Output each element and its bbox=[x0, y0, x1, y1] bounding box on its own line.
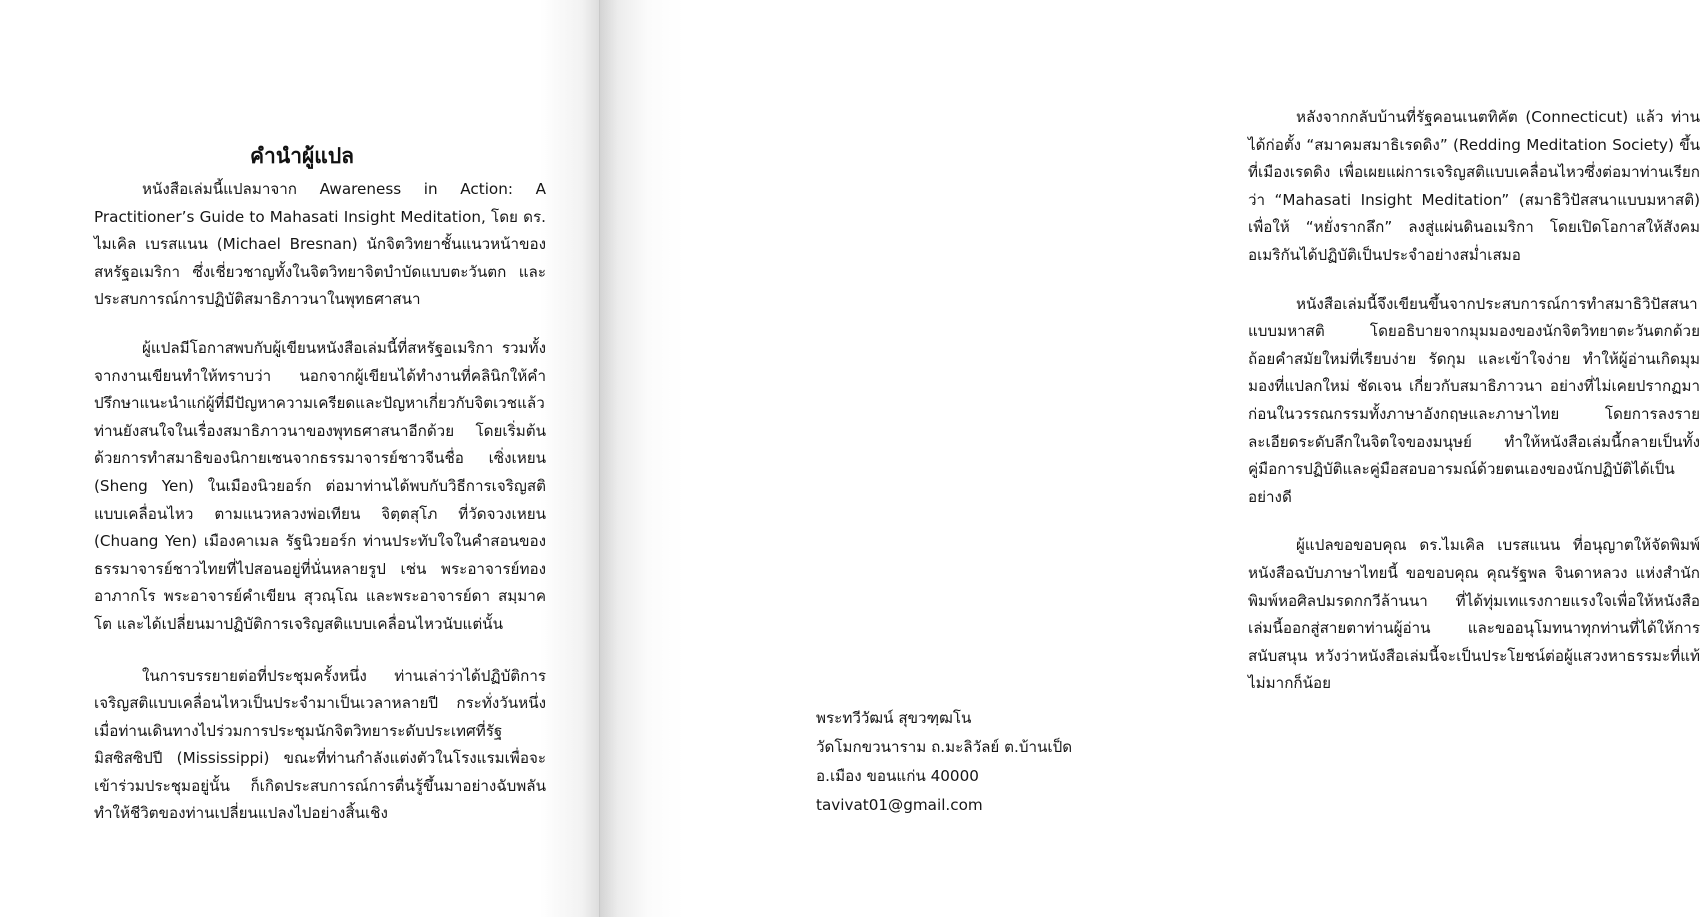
signature-name: พระทวีวัฒน์ สุขวฑฺฒโน bbox=[816, 709, 972, 727]
signature-district: อ.เมือง ขอนแก่น 40000 bbox=[816, 767, 979, 785]
page-title: คำนำผู้แปล bbox=[250, 144, 355, 168]
left-paragraph-2: ผู้แปลมีโอกาสพบกับผู้เขียนหนังสือเล่มนี้ที่สหรัฐอเมริกา รวมทั้งจากงานเขียนทำให้ทราบว่า นอกจากผู้เขียนได้ทำงานที่คลินิกให้คำปรึกษาแนะนำแก่ผู้ที่มีปัญหาความเครียดและปัญหาเกี่ยวกับจิตเวชแล้ว ท่านยังสนใจในเรื่องสมาธิภาวนาของพุทธศาสนาอีกด้วย โดยเริ่มต้นด้วยการทำสมาธิของนิกายเซนจากธรรมาจารย์ชาวจีนชื่อ เซิ่งเหยน (Sheng Yen) ในเมืองนิวยอร์ก ต่อมาท่านได้พบกับวิธีการเจริญสติแบบเคลื่อนไหว ตามแนวหลวงพ่อเทียน จิตฺตสุโภ ที่วัดจวงเหยน (Chuang Yen) เมืองคาเมล รัฐนิวยอร์ก ท่านประทับใจในคำสอนของธรรมาจารย์ชาวไทยที่ไปสอนอยู่ที่นั่นหลายรูป เช่น พระอาจารย์ทอง อาภากโร พระอาจารย์คำเขียน สุวณฺโณ และพระอาจารย์ดา สมฺมาคโต และได้เปลี่ยนมาปฏิบัติการเจริญสติแบบเคลื่อนไหวนับแต่นั้น bbox=[94, 338, 546, 633]
left-text-column bbox=[94, 140, 546, 849]
right-paragraph-3: ผู้แปลขอขอบคุณ ดร.ไมเคิล เบรสแนน ที่อนุญาตให้จัดพิมพ์หนังสือฉบับภาษาไทยนี้ ขอขอบคุณ คุณรัฐพล จินดาหลวง แห่งสำนักพิมพ์หอศิลปมรดกกวีล้านนา ที่ได้ทุ่มเทแรงกายแรงใจเพื่อให้หนังสือเล่มนี้ออกสู่สายตาท่านผู้อ่าน และขออนุโมทนาทุกท่านที่ได้ให้การสนับสนุน หวังว่าหนังสือเล่มนี้จะเป็นประโยชน์ต่อผู้แสวงหาธรรมะที่แท้ไม่มากก็น้อย bbox=[1248, 536, 1700, 693]
left-paragraph-3: ในการบรรยายต่อที่ประชุมครั้งหนึ่ง ท่านเล่าว่าได้ปฏิบัติการเจริญสติแบบเคลื่อนไหวเป็นประจำมาเป็นเวลาหลายปี กระทั่งวันหนึ่งเมื่อท่านเดินทางไปร่วมการประชุมนักจิตวิทยาระดับประเทศที่รัฐมิสซิสซิปปี (Mississippi) ขณะที่ท่านกำลังแต่งตัวในโรงแรมเพื่อจะเข้าร่วมประชุมอยู่นั้น ก็เกิดประสบการณ์การตื่นรู้ขึ้นมาอย่างฉับพลัน ทำให้ชีวิตของท่านเปลี่ยนแปลงไปอย่างสิ้นเชิง bbox=[94, 666, 546, 823]
right-paragraph-2: หนังสือเล่มนี้จึงเขียนขึ้นจากประสบการณ์การทำสมาธิวิปัสสนาแบบมหาสติ โดยอธิบายจากมุมมองของนักจิตวิทยาตะวันตกด้วยถ้อยคำสมัยใหม่ที่เรียบง่าย รัดกุม และเข้าใจง่าย ทำให้ผู้อ่านเกิดมุมมองที่แปลกใหม่ ชัดเจน เกี่ยวกับสมาธิภาวนา อย่างที่ไม่เคยปรากฏมาก่อนในวรรณกรรมทั้งภาษาอังกฤษและภาษาไทย โดยการลงรายละเอียดระดับลึกในจิตใจของมนุษย์ ทำให้หนังสือเล่มนี้กลายเป็นทั้งคู่มือการปฏิบัติและคู่มือสอบอารมณ์ด้วยตนเองของนักปฏิบัติได้เป็นอย่างดี bbox=[1248, 294, 1700, 506]
right-paragraph-1: หลังจากกลับบ้านที่รัฐคอนเนตทิคัต (Connecticut) แล้ว ท่านได้ก่อตั้ง “สมาคมสมาธิเรดดิง” (Redding Meditation Society) ขึ้นที่เมืองเรดดิง เพื่อเผยแผ่การเจริญสติแบบเคลื่อนไหวซึ่งต่อมาท่านเรียกว่า “Mahasati Insight Meditation” (สมาธิวิปัสสนาแบบมหาสติ) เพื่อให้ “หยั่งรากลึก” ลงสู่แผ่นดินอเมริกา โดยเปิดโอกาสให้สังคมอเมริกันได้ปฏิบัติเป็นประจำอย่างสม่ำเสมอ bbox=[1248, 108, 1700, 264]
left-paragraph-1: หนังสือเล่มนี้แปลมาจาก Awareness in Action: A Practitioner’s Guide to Mahasati Insight Meditation, โดย ดร. ไมเคิล เบรสแนน (Michael Bresnan) นักจิตวิทยาชั้นแนวหน้าของสหรัฐอเมริกา ซึ่งเชี่ยวชาญทั้งในจิตวิทยาจิตบำบัดแบบตะวันตก และประสบการณ์การปฏิบัติสมาธิภาวนาในพุทธศาสนา bbox=[94, 180, 546, 309]
signature-email: tavivat01@gmail.com bbox=[816, 796, 983, 814]
right-text-column bbox=[1248, 104, 1700, 719]
signature-temple: วัดโมกขวนาราม ถ.มะลิวัลย์ ต.บ้านเป็ด bbox=[816, 738, 1073, 756]
left-page bbox=[0, 0, 600, 917]
translator-signature bbox=[816, 704, 1136, 820]
